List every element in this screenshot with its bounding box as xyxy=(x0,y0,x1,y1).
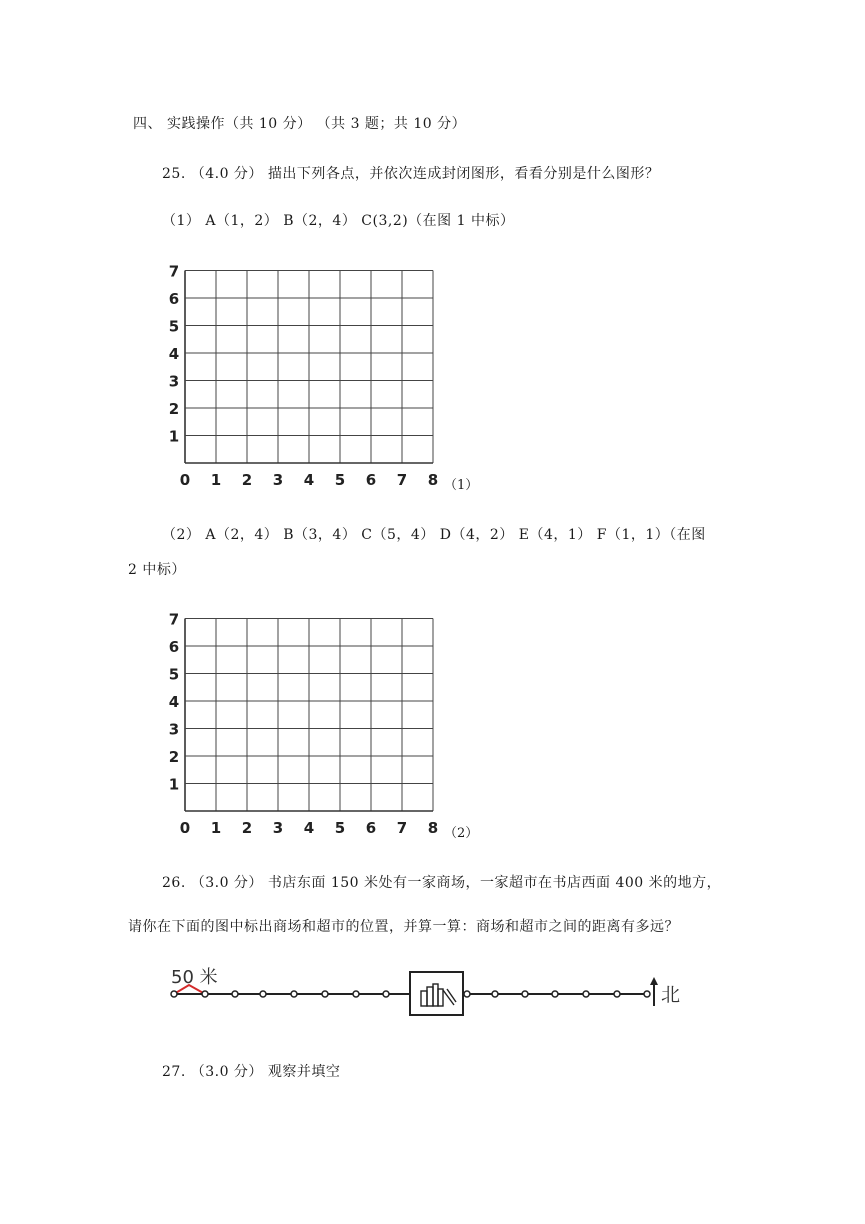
question-25-part1: （1） A（1，2） B（2，4） C(3,2)（在图 1 中标） xyxy=(162,213,515,229)
grid-2-y-tick-label: 5 xyxy=(168,665,180,684)
grid-2-x-tick-label: 0 xyxy=(179,819,191,837)
coordinate-grid-2 xyxy=(160,606,450,838)
road-node xyxy=(291,991,297,997)
grid-1-x-tick-label: 5 xyxy=(334,471,346,489)
question-26-line2: 请你在下面的图中标出商场和超市的位置，并算一算：商场和超市之间的距离有多远？ xyxy=(128,919,679,935)
road-node xyxy=(522,991,528,997)
grid-2-y-tick-label: 4 xyxy=(168,693,180,711)
road-node xyxy=(583,991,589,997)
grid-2-x-tick-label: 8 xyxy=(427,819,439,837)
grid-1-y-tick-label: 3 xyxy=(168,372,180,391)
grid-2-svg xyxy=(160,606,450,838)
grid-1-x-tick-label: 2 xyxy=(241,471,253,489)
road-node xyxy=(383,991,389,997)
road-node xyxy=(353,991,359,997)
grid-2-y-tick-label: 1 xyxy=(168,775,180,794)
question-26-line1: 26. （3.0 分） 书店东面 150 米处有一家商场，一家超市在书店西面 400 米的地方， xyxy=(162,875,722,891)
grid-1-y-tick-label: 2 xyxy=(168,400,180,418)
grid-1-x-tick-label: 6 xyxy=(365,471,377,489)
grid-1-x-tick-label: 1 xyxy=(210,471,222,489)
road-node xyxy=(552,991,558,997)
road-node xyxy=(232,991,238,997)
grid-1-y-tick-label: 7 xyxy=(168,262,180,281)
grid-1-x-tick-label: 3 xyxy=(272,471,284,489)
question-25-part2-line2: 2 中标） xyxy=(128,562,186,578)
question-25-stem: 25. （4.0 分） 描出下列各点，并依次连成封闭图形，看看分别是什么图形？ xyxy=(162,166,660,182)
grid-1-y-tick-label: 5 xyxy=(168,317,180,336)
grid-1-y-tick-label: 1 xyxy=(168,427,180,446)
road-node xyxy=(464,991,470,997)
street-map-svg xyxy=(165,960,695,1030)
question-27-stem: 27. （3.0 分） 观察并填空 xyxy=(162,1064,341,1080)
road-node xyxy=(171,991,177,997)
grid-2-x-tick-label: 3 xyxy=(272,819,284,837)
grid-2-y-tick-label: 2 xyxy=(168,748,180,766)
grid-2-x-tick-label: 1 xyxy=(210,819,222,837)
road-node xyxy=(614,991,620,997)
grid-1-y-tick-label: 6 xyxy=(168,290,180,308)
grid-2-x-tick-label: 5 xyxy=(334,819,346,837)
road-node xyxy=(322,991,328,997)
section-heading: 四、 实践操作（共 10 分） （共 3 题；共 10 分） xyxy=(133,116,467,132)
grid-2-x-tick-label: 6 xyxy=(365,819,377,837)
north-label: 北 xyxy=(661,984,681,1006)
grid-2-y-tick-label: 3 xyxy=(168,720,180,739)
road-node xyxy=(202,991,208,997)
road-node xyxy=(260,991,266,997)
grid-1-x-tick-label: 7 xyxy=(396,471,408,489)
grid-1-x-tick-label: 0 xyxy=(179,471,191,489)
coordinate-grid-1 xyxy=(160,258,450,490)
north-arrow-icon xyxy=(650,977,658,1006)
grid-2-caption: （2） xyxy=(444,826,479,841)
grid-2-x-tick-label: 2 xyxy=(241,819,253,837)
grid-2-y-tick-label: 7 xyxy=(168,610,180,629)
road-node xyxy=(492,991,498,997)
street-map-diagram xyxy=(165,960,695,1034)
question-25-part2-line1: （2） A（2，4） B（3，4） C（5，4） D（4，2） E（4，1） F（1，1）（在图 xyxy=(162,527,706,543)
grid-2-y-tick-label: 6 xyxy=(168,638,180,656)
grid-2-x-tick-label: 7 xyxy=(396,819,408,837)
grid-1-x-tick-label: 4 xyxy=(303,471,315,489)
grid-1-caption: （1） xyxy=(444,478,479,493)
road-node xyxy=(644,991,650,997)
bookstore-box xyxy=(410,972,463,1015)
grid-2-x-tick-label: 4 xyxy=(303,819,315,837)
grid-1-x-tick-label: 8 xyxy=(427,471,439,489)
scale-label: 50 米 xyxy=(171,967,218,988)
grid-1-y-tick-label: 4 xyxy=(168,345,180,363)
grid-1-svg xyxy=(160,258,450,490)
